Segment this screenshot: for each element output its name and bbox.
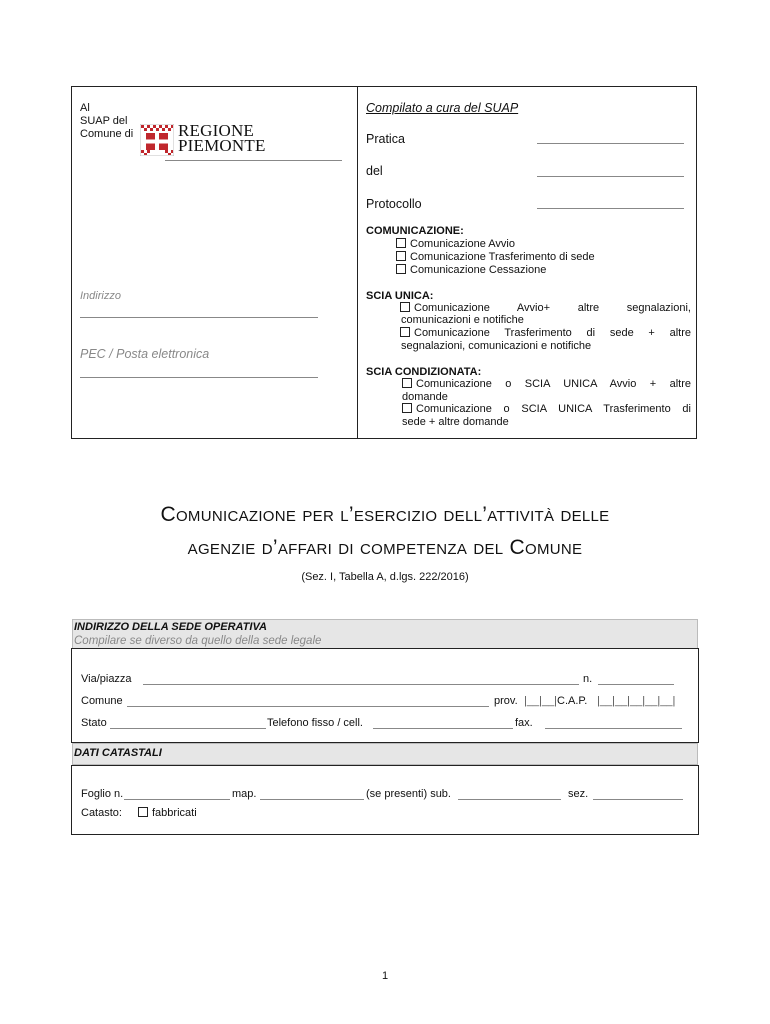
checkbox-icon[interactable]	[396, 251, 406, 261]
option-label: Comunicazione Trasferimento di sede	[410, 251, 595, 263]
cap-field[interactable]: |__|__|__|__|__|	[597, 695, 676, 707]
option-label: Comunicazione Cessazione	[410, 264, 547, 276]
checkbox-icon[interactable]	[396, 264, 406, 274]
regione-piemonte-logo	[140, 124, 174, 156]
map-field[interactable]	[260, 799, 364, 800]
suap-heading: Compilato a cura del SUAP	[366, 101, 519, 115]
document-title	[60, 498, 710, 564]
page-number: 1	[381, 970, 389, 982]
dati-catastali-heading: DATI CATASTALI	[74, 747, 162, 759]
protocollo-label: Protocollo	[366, 197, 422, 211]
via-field[interactable]	[143, 684, 579, 685]
stato-field[interactable]	[110, 728, 266, 729]
option-label: Comunicazione Trasferimento di sede + altre	[414, 327, 691, 339]
checkbox-icon[interactable]	[402, 403, 412, 413]
fax-field[interactable]	[545, 728, 682, 729]
numero-field[interactable]	[598, 684, 674, 685]
document-subtitle: (Sez. I, Tabella A, d.lgs. 222/2016)	[301, 571, 469, 583]
prov-field[interactable]: |__|__|	[524, 695, 558, 707]
comunicazione-option-avvio[interactable]	[396, 238, 515, 251]
foglio-field[interactable]	[124, 799, 230, 800]
option-label: Comunicazione o SCIA UNICA Trasferimento di	[416, 403, 691, 415]
checkbox-icon[interactable]	[400, 302, 410, 312]
sub-label: (se presenti) sub.	[366, 788, 451, 800]
comune-field[interactable]	[127, 706, 489, 707]
protocollo-field[interactable]	[537, 208, 684, 209]
del-field[interactable]	[537, 176, 684, 177]
checkbox-icon[interactable]	[396, 238, 406, 248]
option-label: Comunicazione Avvio+ altre segnalazioni,	[414, 302, 691, 314]
pratica-field[interactable]	[537, 143, 684, 144]
del-label: del	[366, 164, 383, 178]
logo-text-piemonte: PIEMONTE	[178, 136, 266, 155]
checkbox-icon[interactable]	[402, 378, 412, 388]
pec-field[interactable]	[80, 377, 318, 378]
fabbricati-label: fabbricati	[152, 807, 197, 819]
scia-condizionata-option-2[interactable]	[402, 403, 691, 416]
fabbricati-option[interactable]	[138, 807, 197, 819]
indirizzo-label: Indirizzo	[80, 290, 121, 302]
sede-operativa-heading: INDIRIZZO DELLA SEDE OPERATIVA	[74, 621, 267, 633]
addressee-comune: Comune di	[80, 128, 134, 140]
scia-condizionata-heading: SCIA CONDIZIONATA:	[366, 366, 482, 378]
checkbox-icon[interactable]	[138, 807, 148, 817]
comune-line	[165, 160, 342, 161]
comunicazione-option-cessazione[interactable]	[396, 264, 546, 277]
scia-unica-option-1-cont: comunicazioni e notifiche	[401, 314, 524, 326]
scia-unica-heading: SCIA UNICA:	[366, 290, 434, 302]
title-line-2: agenzie d’affari di competenza del Comune	[187, 536, 583, 559]
stato-label: Stato	[81, 717, 107, 729]
telefono-field[interactable]	[373, 728, 513, 729]
option-label: Comunicazione Avvio	[410, 238, 515, 250]
numero-label: n.	[583, 673, 593, 685]
scia-condizionata-option-1[interactable]	[402, 378, 691, 391]
logo-text-regione: REGIONE	[178, 121, 254, 140]
via-label: Via/piazza	[81, 673, 132, 685]
fax-label: fax.	[515, 717, 533, 729]
indirizzo-field[interactable]	[80, 317, 318, 318]
comunicazione-option-trasferimento[interactable]	[396, 251, 595, 264]
dati-catastali-frame	[71, 765, 699, 835]
pratica-label: Pratica	[366, 132, 405, 146]
title-line-1: Comunicazione per l’esercizio dell’attività delle	[160, 503, 610, 526]
scia-condizionata-option-1-cont: domande	[402, 391, 448, 403]
scia-unica-option-2-cont: segnalazioni, comunicazioni e notifiche	[401, 340, 592, 352]
comunicazione-heading: COMUNICAZIONE:	[366, 225, 464, 237]
sez-field[interactable]	[593, 799, 683, 800]
comune-label: Comune	[81, 695, 123, 707]
piemonte-crest-icon	[140, 124, 174, 156]
scia-unica-option-2[interactable]	[400, 327, 691, 340]
telefono-label: Telefono fisso / cell.	[267, 717, 363, 729]
catasto-label: Catasto:	[81, 807, 122, 819]
sez-label: sez.	[568, 788, 589, 800]
map-label: map.	[232, 788, 257, 800]
dati-catastali-header	[72, 743, 698, 765]
addressee-al: Al	[80, 102, 90, 114]
foglio-label: Foglio n.	[81, 788, 124, 800]
logo-text	[178, 123, 266, 153]
option-label: Comunicazione o SCIA UNICA Avvio + altre	[416, 378, 691, 390]
sub-field[interactable]	[458, 799, 561, 800]
header-divider	[357, 86, 358, 439]
pec-label: PEC / Posta elettronica	[80, 347, 210, 361]
sede-operativa-subheading: Compilare se diverso da quello della sede legale	[74, 635, 322, 647]
addressee-suap: SUAP del	[80, 115, 128, 127]
scia-condizionata-option-2-cont: sede + altre domande	[402, 416, 509, 428]
checkbox-icon[interactable]	[400, 327, 410, 337]
cap-label: C.A.P.	[557, 695, 588, 707]
prov-label: prov.	[494, 695, 518, 707]
